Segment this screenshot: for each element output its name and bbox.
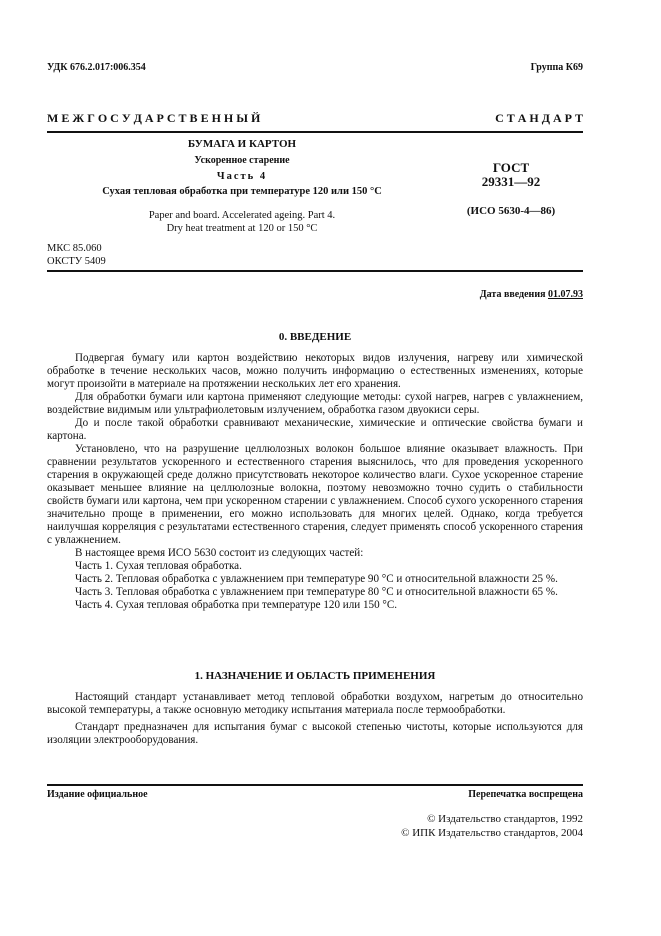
paragraph: Стандарт предназначен для испытания бумаг с высокой степенью чистоты, которые используются для изоляции электрооборудования.	[47, 721, 583, 746]
paragraph: Подвергая бумагу или картон воздействию некоторых видов излучения, нагреву или химической обработке в течение нескольких часов, можно получить информацию о естественных изменениях, которые могут произойти в материале на протяжении нескольких лет его хранения.	[47, 352, 583, 390]
copyright-1: © Издательство стандартов, 1992	[427, 813, 583, 825]
footer-rule	[47, 784, 583, 786]
okstu-code: ОКСТУ 5409	[47, 256, 106, 267]
paragraph: Настоящий стандарт устанавливает метод тепловой обработки воздухом, нагретым до относительно высокой температуры, а также основную методику испытания материала после термообработки.	[47, 691, 583, 716]
gost-number: 29331—92	[481, 174, 541, 189]
title-part-name: Сухая тепловая обработка при температуре 120 или 150 °С	[102, 186, 382, 197]
codes-rule	[47, 270, 583, 272]
intro-date-label: Дата введения	[479, 289, 546, 300]
section-1-title: 1. НАЗНАЧЕНИЕ И ОБЛАСТЬ ПРИМЕНЕНИЯ	[194, 670, 436, 682]
official-edition: Издание официальное	[47, 789, 148, 800]
standard-banner	[47, 111, 583, 126]
banner-word-2: С Т А Н Д А Р Т	[495, 111, 583, 125]
title-part: Часть 4	[216, 171, 268, 182]
title-subtitle: Ускоренное старение	[194, 155, 290, 166]
group-code: Группа К69	[530, 62, 583, 73]
mks-code: МКС 85.060	[47, 243, 102, 254]
section-0-body	[47, 352, 583, 612]
list-item: Часть 4. Сухая тепловая обработка при температуре 120 или 150 °С.	[75, 599, 398, 611]
paragraph: До и после такой обработки сравнивают механические, химические и оптические свойства бумаги и картона.	[47, 417, 583, 442]
title-english-1: Paper and board. Accelerated ageing. Part 4.	[148, 210, 336, 221]
banner-rule	[47, 131, 583, 133]
title-english-2: Dry heat treatment at 120 or 150 °C	[166, 223, 318, 234]
gost-label: ГОСТ	[492, 160, 530, 175]
reprint-notice: Перепечатка воспрещена	[468, 789, 583, 800]
footer-row	[47, 789, 583, 800]
document-page	[47, 0, 583, 936]
paragraph: Установлено, что на разрушение целлюлозных волокон большое влияние оказывает влажность. При сравнении результатов ускоренного и естественного старения выяснилось, что для проведения ускоренного старения в окружающей среде должно присутствовать некоторое количество влаги. Сухое ускоренное старение оказывает меньшее влияние на целлюлозные волокна, поэтому невозможно точно судить о стабильности свойств бумаги или картона, чем при ускоренном старении с увлажнением. Способ сухого ускоренного старения значительно проще в применении, его можно использовать для многих целей. Однако, когда требуется наилучшая корреляция с результатами естественного старения, следует применять способ ускоренного старения с увлажнением.	[47, 443, 583, 546]
paragraph: Для обработки бумаги или картона применяют следующие методы: сухой нагрев, нагрев с увлажнением, воздействие видимым или ультрафиолетовым излучением, обработка газом двуокиси серы.	[47, 391, 583, 416]
list-item: Часть 3. Тепловая обработка с увлажнением при температуре 80 °С и относительной влажности 65 %.	[75, 586, 558, 598]
copyright-2: © ИПК Издательство стандартов, 2004	[401, 827, 583, 839]
header-row	[47, 62, 583, 73]
list-item: Часть 2. Тепловая обработка с увлажнением при температуре 90 °С и относительной влажности 25 %.	[75, 573, 558, 585]
paragraph: В настоящее время ИСО 5630 состоит из следующих частей:	[75, 547, 364, 559]
list-item: Часть 1. Сухая тепловая обработка.	[75, 560, 242, 572]
section-0-title: 0. ВВЕДЕНИЕ	[278, 331, 352, 343]
section-1-body	[47, 691, 583, 747]
title-main: БУМАГА И КАРТОН	[187, 138, 297, 150]
udk-code: УДК 676.2.017:006.354	[47, 62, 146, 73]
intro-date-value: 01.07.93	[548, 289, 583, 300]
iso-reference: (ИСО 5630-4—86)	[466, 205, 556, 217]
banner-word-1: М Е Ж Г О С У Д А Р С Т В Е Н Н Ы Й	[47, 111, 261, 125]
intro-date	[480, 289, 583, 300]
